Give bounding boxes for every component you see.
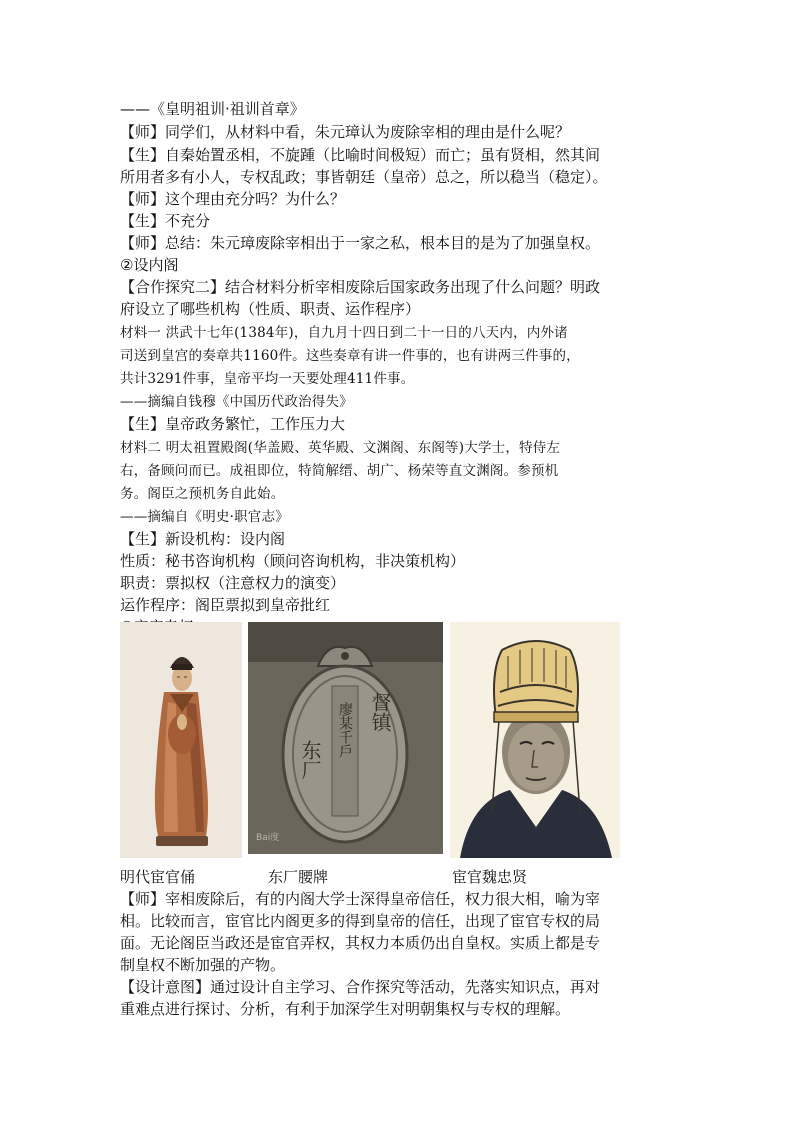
wei-zhongxian-portrait-image	[450, 622, 620, 858]
material-one-line1: 材料一 洪武十七年(1384年)，自九月十四日到二十一日的八天内，内外诸	[120, 325, 568, 341]
eunuch-figurine-image	[120, 622, 242, 858]
teacher-explanation-line4: 制皇权不断加强的产物。	[120, 956, 286, 974]
cabinet-duty: 职责：票拟权（注意权力的演变）	[120, 574, 346, 592]
material-one-line3: 共计3291件事，皇帝平均一天要处理411件事。	[120, 371, 415, 387]
portrait-illustration	[450, 622, 620, 858]
teacher-summary: 【师】总结：朱元璋废除宰相出于一家之私，根本目的是为了加强皇权。	[120, 234, 601, 252]
design-intent-line2: 重难点进行探讨、分析，有利于加深学生对明朝集权与专权的理解。	[120, 1000, 571, 1018]
material-one-line2: 司送到皇宫的奏章共1160件。这些奏章有讲一件事的，也有讲两三件事的，	[120, 348, 580, 364]
section-heading-cabinet: ②设内阁	[120, 256, 179, 274]
student-reply: 【生】不充分	[120, 212, 211, 230]
student-answer-line2: 所用者多有小人，专权乱政；事皆朝廷（皇帝）总之，所以稳当（稳定）。	[120, 168, 608, 186]
material-two-source: ——摘编自《明史·职官志》	[120, 509, 289, 525]
tablet-right-chars: 督镇	[368, 692, 392, 732]
quote-source: ——《皇明祖训·祖训首章》	[120, 100, 305, 118]
cabinet-procedure: 运作程序：阁臣票拟到皇帝批红	[120, 596, 331, 614]
teacher-question: 【师】同学们，从材料中看，朱元璋认为废除宰相的理由是什么呢？	[120, 123, 571, 141]
tablet-center-chars: 廖某千戶	[337, 702, 353, 758]
tablet-caption: 东厂腰牌	[268, 868, 329, 886]
student-answer-line1: 【生】自秦始置丞相，不旋踵（比喻时间极短）而亡；虽有贤相，然其间	[120, 146, 601, 164]
tablet-watermark: Bai度	[256, 833, 280, 843]
teacher-followup: 【师】这个理由充分吗？为什么？	[120, 190, 346, 208]
teacher-explanation-line3: 面。无论阁臣当政还是宦官弄权，其权力本质仍出自皇权。实质上都是专	[120, 934, 601, 952]
cabinet-nature: 性质：秘书咨询机构（顾问咨询机构，非决策机构）	[120, 552, 466, 570]
student-new-institution: 【生】新设机构：设内阁	[120, 530, 286, 548]
material-two-line3: 务。阁臣之预机务自此始。	[120, 486, 285, 502]
inquiry-task-line1: 【合作探究二】结合材料分析宰相废除后国家政务出现了什么问题？明政	[120, 278, 601, 296]
figurine-illustration	[120, 622, 242, 858]
teacher-explanation-line1: 【师】宰相废除后，有的内阁大学士深得皇帝信任，权力很大相，喻为宰	[120, 890, 601, 908]
tablet-left-chars: 东厂	[298, 740, 322, 780]
inquiry-task-line2: 府设立了哪些机构（性质、职责、运作程序）	[120, 300, 421, 318]
dongchang-tablet-image	[248, 622, 443, 854]
figurine-caption: 明代宦官俑	[120, 868, 196, 886]
material-two-line1: 材料二 明太祖置殿阁(华盖殿、英华殿、文渊阁、东阁等)大学士，特侍左	[120, 440, 561, 456]
design-intent-line1: 【设计意图】通过设计自主学习、合作探究等活动，先落实知识点，再对	[120, 978, 601, 996]
teacher-explanation-line2: 相。比较而言，宦官比内阁更多的得到皇帝的信任，出现了宦官专权的局	[120, 912, 601, 930]
material-two-line2: 右，备顾问而已。成祖即位，特简解缙、胡广、杨荣等直文渊阁。参预机	[120, 463, 559, 479]
material-one-source: ——摘编自钱穆《中国历代政治得失》	[120, 394, 353, 410]
tablet-illustration	[248, 622, 443, 854]
student-observation: 【生】皇帝政务繁忙，工作压力大	[120, 415, 346, 433]
portrait-caption: 宦官魏忠贤	[452, 868, 528, 886]
